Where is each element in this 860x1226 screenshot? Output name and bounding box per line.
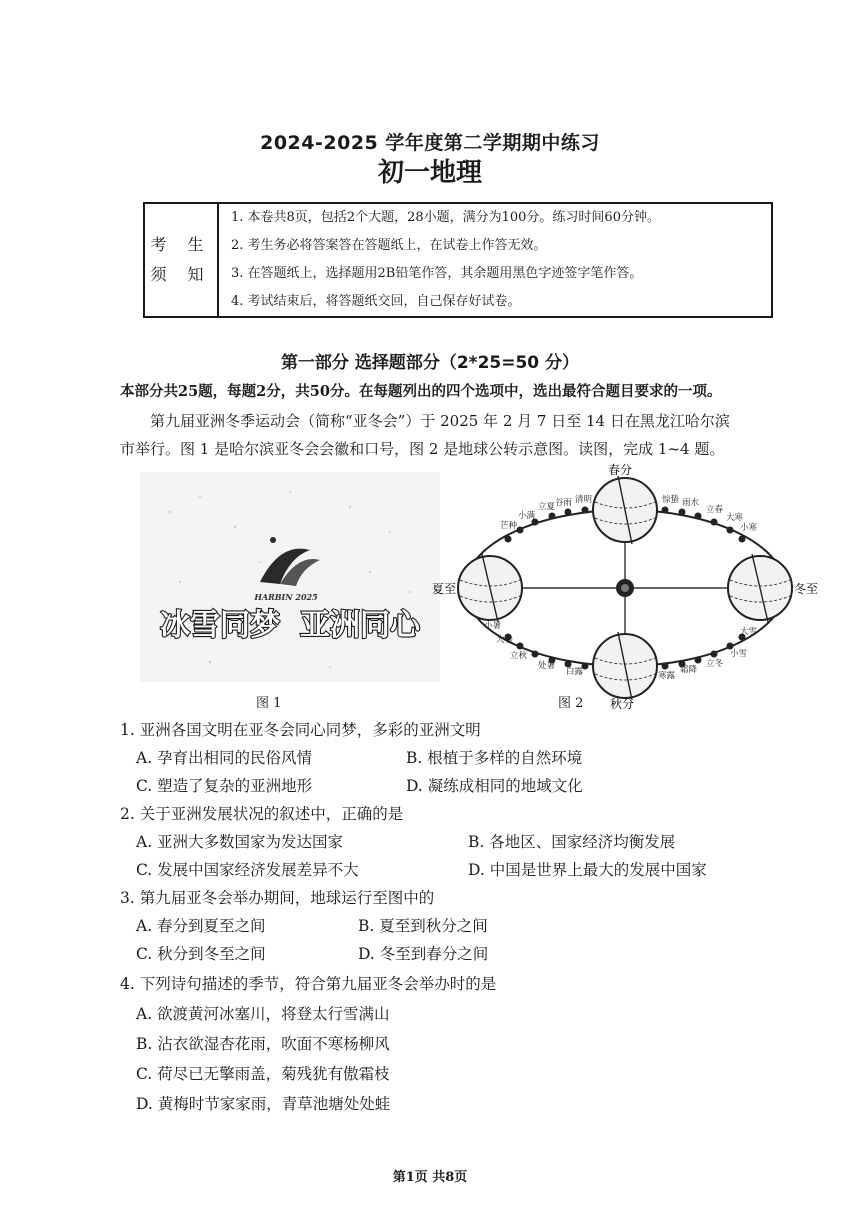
term-label: 大雪 — [740, 627, 758, 637]
page-footer: 第1页 共8页 — [392, 1170, 468, 1185]
term-label: 处暑 — [538, 661, 556, 671]
question-2-option-b: B. 各地区、国家经济均衡发展 — [468, 833, 676, 851]
question-3-stem: 3. 第九届亚冬会举办期间，地球运行至图中的 — [120, 889, 435, 907]
term-label: 小寒 — [740, 523, 758, 533]
slogan-part2: 亚洲同心 — [300, 608, 420, 643]
figure2-orbit — [430, 462, 819, 712]
question-1-option-b: B. 根植于多样的自然环境 — [406, 749, 583, 767]
question-4-option-d: D. 黄梅时节家家雨，青草池塘处处蛙 — [136, 1095, 391, 1113]
notice-item: 4. 考试结束后，将答题纸交回，自己保存好试卷。 — [231, 294, 521, 309]
notice-label — [144, 203, 218, 317]
term-label: 立秋 — [510, 651, 528, 661]
term-label: 立冬 — [706, 659, 724, 669]
term-label: 霜降 — [680, 665, 698, 675]
question-4-option-a: A. 欲渡黄河冰塞川，将登太行雪满山 — [136, 1005, 390, 1023]
question-4-stem: 4. 下列诗句描述的季节，符合第九届亚冬会举办时的是 — [120, 975, 497, 993]
passage-line1: 第九届亚洲冬季运动会（简称“亚冬会”）于 2025 年 2 月 7 日至 14 日在黑龙江哈尔滨 — [150, 412, 730, 430]
figure1-caption: 图 1 — [256, 696, 282, 711]
slogan-part1: 冰雪同梦 — [160, 608, 280, 643]
term-label: 小雪 — [730, 649, 748, 659]
term-label: 寒露 — [658, 671, 676, 681]
question-2-option-a: A. 亚洲大多数国家为发达国家 — [136, 833, 344, 851]
question-1-option-d: D. 凝练成相同的地域文化 — [406, 777, 583, 795]
orbit-diagram — [430, 462, 819, 712]
notice-item: 1. 本卷共8页，包括2个大题，28小题，满分为100分。练习时间60分钟。 — [231, 210, 660, 225]
question-2-option-c: C. 发展中国家经济发展差异不大 — [136, 861, 359, 879]
term-label: 雨水 — [682, 498, 700, 508]
figure1-emblem — [140, 472, 440, 682]
emblem-text: HARBIN 2025 — [254, 592, 318, 602]
label-winter: 冬至 — [794, 582, 819, 596]
question-1-option-a: A. 孕育出相同的民俗风情 — [136, 749, 313, 767]
notice-box — [143, 202, 773, 318]
question-3-option-a: A. 春分到夏至之间 — [136, 917, 266, 935]
notice-label-line1: 考 生 — [150, 235, 212, 254]
notice-item: 3. 在答题纸上，选择题用2B铅笔作答，其余题用黑色字迹签字笔作答。 — [231, 266, 643, 281]
question-4-option-c: C. 荷尽已无擎雨盖，菊残犹有傲霜枝 — [136, 1065, 390, 1083]
question-3-option-d: D. 冬至到春分之间 — [358, 945, 489, 963]
term-label: 立夏 — [538, 502, 556, 512]
exam-title: 2024-2025 学年度第二学期期中练习 — [260, 132, 600, 154]
figure1-graphic — [140, 472, 440, 682]
notice-label-line2: 须 知 — [150, 265, 212, 284]
question-1-stem: 1. 亚洲各国文明在亚冬会同心同梦，多彩的亚洲文明 — [120, 721, 481, 739]
question-2-stem: 2. 关于亚洲发展状况的叙述中，正确的是 — [120, 805, 404, 823]
question-3-option-c: C. 秋分到冬至之间 — [136, 945, 266, 963]
question-2-option-d: D. 中国是世界上最大的发展中国家 — [468, 861, 707, 879]
subject-title: 初一地理 — [377, 158, 482, 188]
term-label: 芒种 — [500, 521, 518, 531]
question-1-option-c: C. 塑造了复杂的亚洲地形 — [136, 777, 313, 795]
part1-heading: 第一部分 选择题部分（2*25=50 分） — [280, 353, 580, 373]
term-label: 小满 — [518, 511, 536, 521]
figure2-caption: 图 2 — [558, 696, 584, 711]
label-autumn: 秋分 — [610, 697, 635, 711]
term-label: 清明 — [575, 495, 593, 505]
term-label: 立春 — [706, 505, 724, 515]
term-label: 大暑 — [496, 635, 514, 645]
term-label: 谷雨 — [555, 498, 573, 508]
term-label: 小暑 — [484, 621, 502, 631]
question-3-option-b: B. 夏至到秋分之间 — [358, 917, 488, 935]
label-summer: 夏至 — [432, 582, 457, 596]
term-label: 惊蛰 — [662, 495, 680, 505]
notice-item: 2. 考生务必将答案答在答题纸上，在试卷上作答无效。 — [231, 238, 547, 253]
question-4-option-b: B. 沾衣欲湿杏花雨，吹面不寒杨柳风 — [136, 1035, 390, 1053]
notice-list — [218, 203, 772, 317]
term-label: 大寒 — [726, 513, 744, 523]
term-label: 白露 — [566, 667, 584, 677]
part1-intro: 本部分共25题，每题2分，共50分。在每题列出的四个选项中，选出最符合题目要求的一项。 — [120, 383, 722, 400]
passage-line2: 市举行。图 1 是哈尔滨亚冬会会徽和口号，图 2 是地球公转示意图。读图，完成 1~4 题。 — [120, 440, 725, 458]
label-spring: 春分 — [608, 463, 633, 477]
